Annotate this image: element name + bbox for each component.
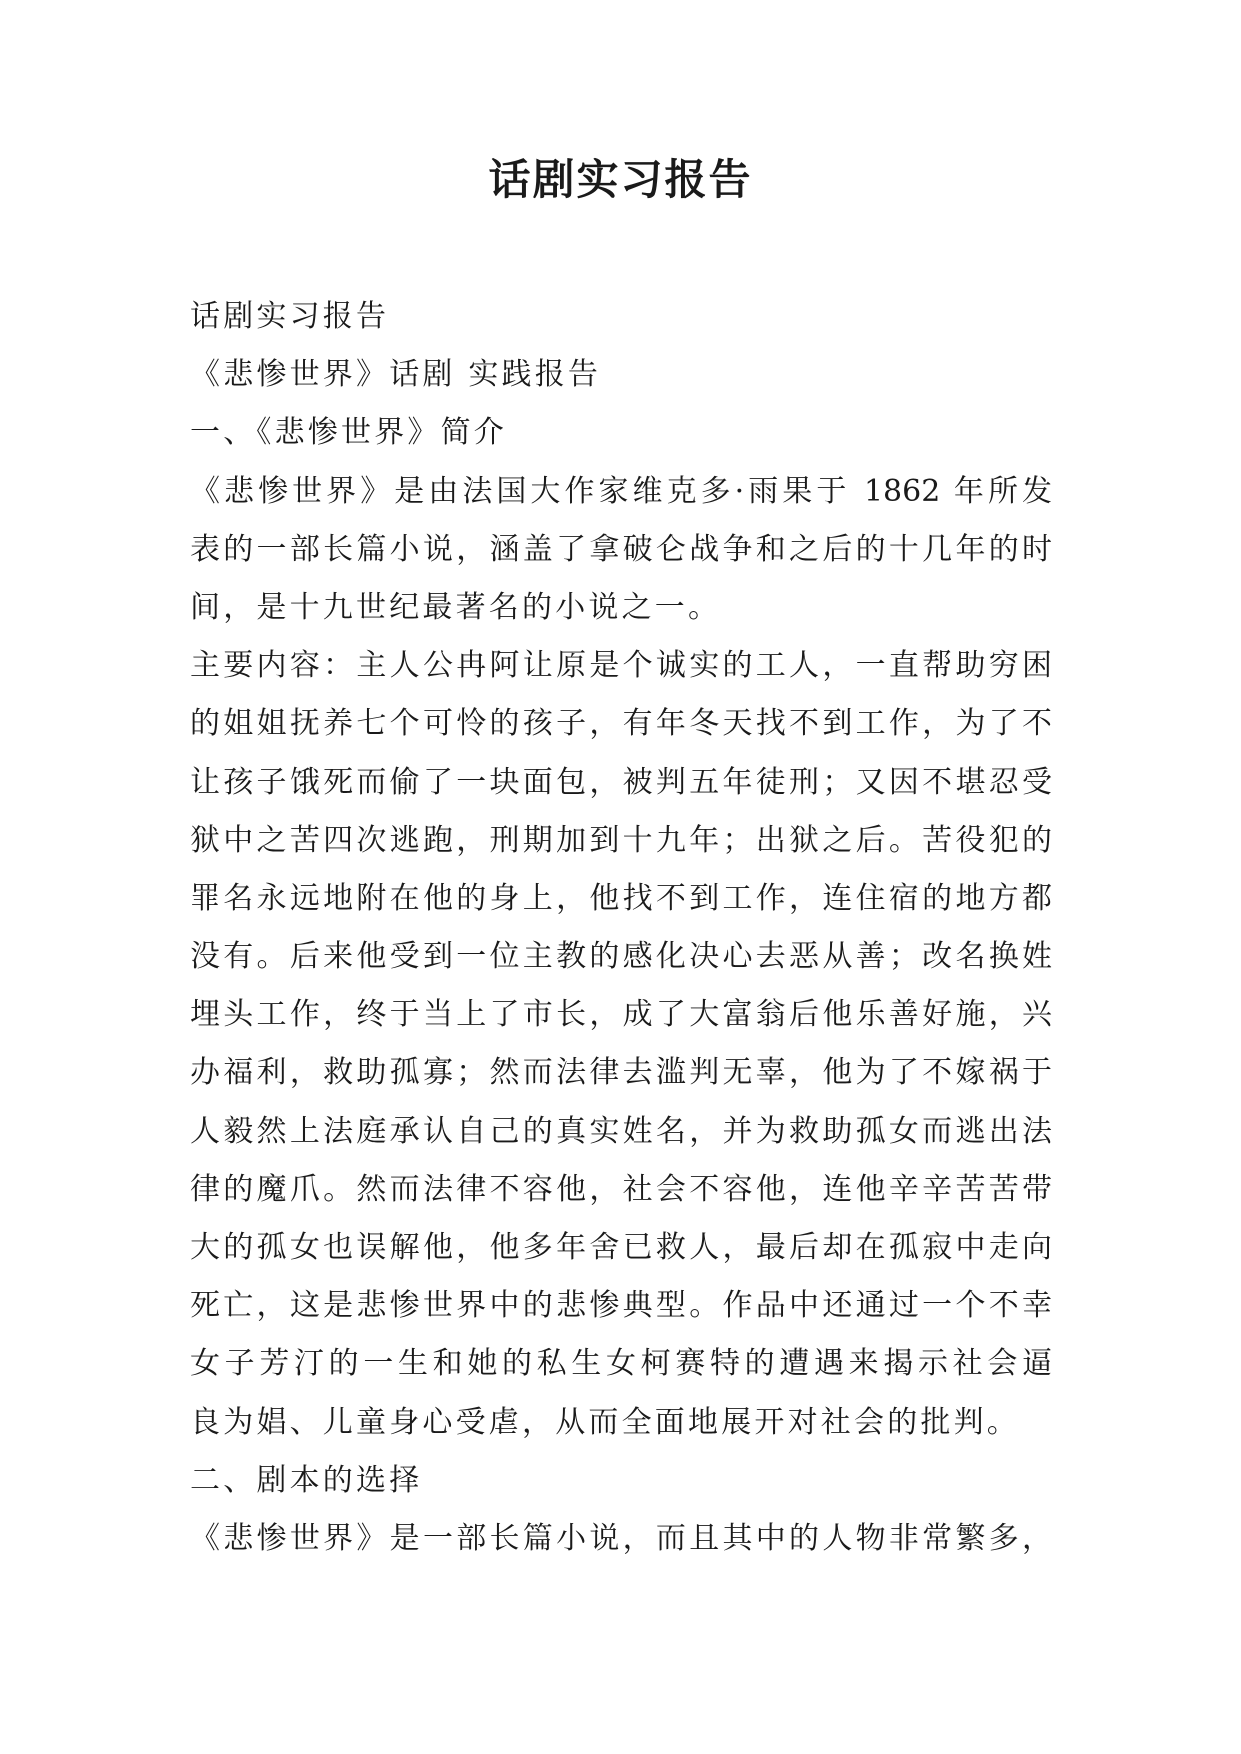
body-line: 《悲惨世界》话剧 实践报告 — [190, 357, 602, 393]
body-line: 办福利，救助孤寡；然而法律去滥判无辜，他为了不嫁祸于 — [190, 1055, 1052, 1091]
body-line: 间，是十九世纪最著名的小说之一。 — [190, 589, 722, 625]
body-line: 《悲惨世界》是由法国大作家维克多·雨果于 1862 年所发 — [190, 473, 1052, 509]
body-line: 表的一部长篇小说，涵盖了拿破仑战争和之后的十几年的时 — [190, 531, 1052, 567]
body-line: 主要内容：主人公冉阿让原是个诚实的工人，一直帮助穷困 — [190, 648, 1052, 684]
body-line: 死亡，这是悲惨世界中的悲惨典型。作品中还通过一个不幸 — [190, 1288, 1052, 1324]
body-line: 人毅然上法庭承认自己的真实姓名，并为救助孤女而逃出法 — [190, 1113, 1052, 1149]
body-line: 话剧实习报告 — [190, 299, 390, 334]
section-heading: 二、剧本的选择 — [190, 1462, 423, 1498]
body-line: 大的孤女也误解他，他多年舍已救人，最后却在孤寂中走向 — [190, 1230, 1052, 1265]
body-line: 女子芳汀的一生和她的私生女柯赛特的遭遇来揭示社会逼 — [190, 1346, 1052, 1382]
document-title: 话剧实习报告 — [488, 155, 753, 204]
body-line: 《悲惨世界》是一部长篇小说，而且其中的人物非常繁多， — [190, 1520, 1052, 1556]
body-line: 律的魔爪。然而法律不容他，社会不容他，连他辛辛苦苦带 — [190, 1171, 1052, 1207]
body-line: 狱中之苦四次逃跑，刑期加到十九年；出狱之后。苦役犯的 — [190, 822, 1052, 858]
body-line: 没有。后来他受到一位主教的感化决心去恶从善；改名换姓 — [190, 939, 1052, 975]
body-line: 良为娼、儿童身心受虐，从而全面地展开对社会的批判。 — [190, 1404, 1020, 1440]
document-body — [190, 288, 1052, 1568]
section-heading: 一、《悲惨世界》简介 — [190, 415, 507, 451]
body-line: 让孩子饿死而偷了一块面包，被判五年徒刑；又因不堪忍受 — [190, 764, 1052, 800]
body-line: 的姐姐抚养七个可怜的孩子，有年冬天找不到工作，为了不 — [190, 706, 1052, 742]
body-line: 埋头工作，终于当上了市长，成了大富翁后他乐善好施，兴 — [190, 997, 1052, 1033]
body-line: 罪名永远地附在他的身上，他找不到工作，连住宿的地方都 — [190, 880, 1052, 916]
